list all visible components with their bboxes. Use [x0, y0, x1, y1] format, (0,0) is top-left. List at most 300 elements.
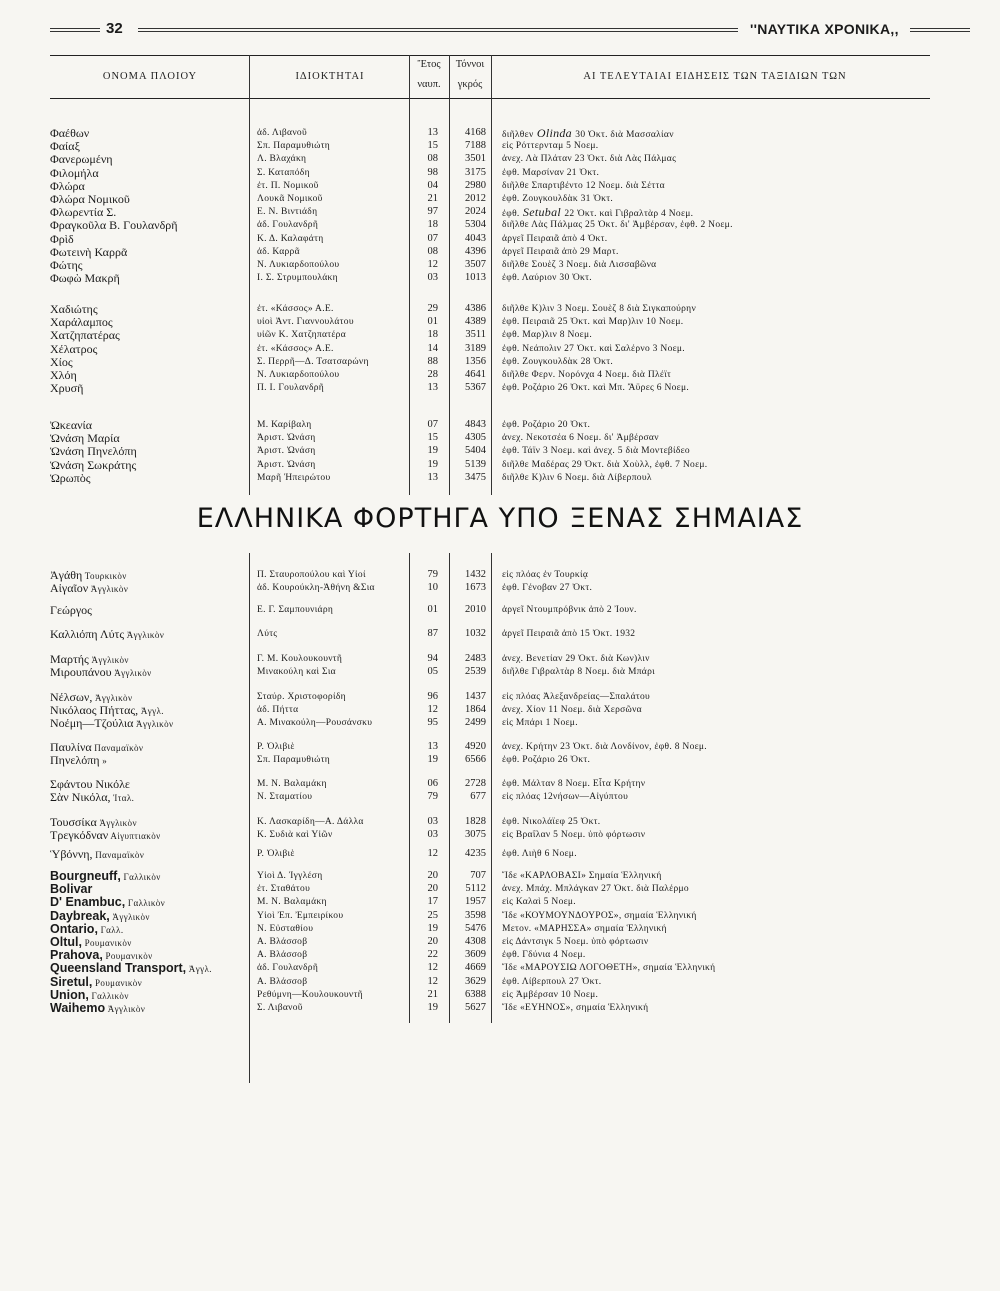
voyage-news: Μετον. «ΜΑΡΗΣΣΑ» σημαία Ἑλληνική: [502, 923, 667, 934]
ship-name: Φαίαξ: [50, 139, 80, 154]
ship-name: Ἀγάθη Τουρκικὸν: [50, 568, 127, 582]
ship-name: Ὑβόννη, Παναμαϊκὸν: [50, 847, 145, 861]
table-row: [0, 753, 1000, 767]
table-row: [0, 245, 1000, 259]
ship-owner: ἀδ. Πήττα: [257, 705, 299, 716]
ship-owner: Ἀριστ. Ὡνάση: [257, 433, 316, 444]
voyage-news: εἰς Δάντσιγκ 5 Νοεμ. ὑπὸ φόρτωσιν: [502, 937, 649, 947]
ship-name: Χίος: [50, 354, 73, 369]
gross-tons: 1032: [465, 628, 486, 639]
gross-tons: 5139: [465, 458, 486, 470]
build-year: 22: [427, 949, 438, 961]
build-year: 13: [427, 127, 438, 138]
ship-owner: Ν. Σταματίου: [257, 792, 313, 803]
ship-flag: Γαλλικὸν: [88, 990, 129, 1001]
gross-tons: 1673: [465, 582, 486, 594]
table-row: [0, 458, 1000, 472]
ship-owner: Λ. Βλαχάκη: [257, 154, 307, 165]
gross-tons: 677: [470, 791, 486, 803]
ship-name: Prahova, Ρουμανικὸν: [50, 948, 153, 963]
voyage-news: ἐφθ. Λαύριον 30 Ὀκτ.: [502, 273, 592, 284]
ship-name: Γεώργος: [50, 603, 92, 617]
ship-flag: Ἀγγλικὸν: [111, 668, 152, 679]
ship-owner: Γ. Μ. Κουλουκουντῆ: [257, 654, 343, 664]
build-year: 12: [427, 962, 438, 974]
build-year: 08: [427, 245, 438, 257]
voyage-news: διῆλθε Γιβραλτὰρ 8 Νοεμ. διὰ Μπάρι: [502, 667, 655, 678]
ship-owner: Ρ. Ὀλιβιὲ: [257, 742, 295, 752]
ship-name: Χλόη: [50, 368, 77, 382]
gross-tons: 1957: [465, 896, 486, 908]
build-year: 18: [427, 329, 438, 341]
ship-flag: Ἀγγλικὸν: [88, 655, 129, 665]
port-name-italic: Olinda: [533, 126, 576, 140]
col-header-news: ΑΙ ΤΕΛΕΥΤΑΙΑΙ ΕΙΔΗΣΕΙΣ ΤΩΝ ΤΑΞΙΔΙΩΝ ΤΩΝ: [583, 71, 847, 82]
build-year: 12: [427, 259, 438, 270]
ship-owner: υἱοὶ Ἀντ. Γιαννουλάτου: [257, 317, 354, 328]
voyage-news: ἀργεῖ Πειραιᾶ ἀπὸ 29 Μαρτ.: [502, 246, 619, 257]
ship-owner: Ν. Εὐσταθίου: [257, 923, 314, 934]
gross-tons: 2980: [465, 179, 486, 191]
voyage-news: Ἴδε «ΚΟΥΜΟΥΝΔΟΥΡΟΣ», σημαία Ἑλληνική: [502, 910, 697, 921]
ship-name: Φανερωμένη: [50, 152, 113, 167]
voyage-news: διῆλθε Σπαρτιβέντο 12 Νοεμ. διὰ Σέττα: [502, 180, 665, 191]
build-year: 10: [427, 582, 438, 594]
ship-name: Φλωρεντία Σ.: [50, 205, 117, 220]
ship-flag: Ἀγγλ.: [138, 706, 164, 717]
gross-tons: 4168: [465, 127, 486, 138]
ship-owner: ἀδ. Λιβανοῦ: [257, 128, 307, 138]
table-row: [0, 568, 1000, 582]
build-year: 15: [427, 432, 438, 444]
table-row: [0, 627, 1000, 641]
ship-owner: Ι. Σ. Στρυμπουλάκη: [257, 273, 338, 284]
gross-tons: 3507: [465, 259, 486, 270]
gross-tons: 3511: [465, 329, 486, 341]
gross-tons: 3175: [465, 166, 486, 178]
build-year: 07: [427, 232, 438, 244]
table-row: [0, 1001, 1000, 1015]
build-year: 08: [427, 153, 438, 165]
build-year: 12: [427, 848, 438, 859]
gross-tons: 3629: [465, 975, 486, 987]
voyage-news: εἰς Ρόττερνταμ 5 Νοεμ.: [502, 141, 599, 152]
voyage-news: ἀνεχ. Χίον 11 Νοεμ. διὰ Χερσῶνα: [502, 705, 642, 716]
table-row: [0, 471, 1000, 485]
ship-name: Φιλομήλα: [50, 165, 99, 180]
voyage-news: διῆλθε Κ)λιν 6 Νοεμ. διὰ Λίβερπουλ: [502, 472, 652, 483]
table-row: [0, 922, 1000, 936]
voyage-news: ἐφθ. Πειραιᾶ 25 Ὀκτ. καὶ Μαρ)λιν 10 Νοεμ.: [502, 317, 684, 328]
table-row: [0, 652, 1000, 666]
table-row: [0, 790, 1000, 804]
ship-name: Μαρτής Ἀγγλικὸν: [50, 652, 129, 666]
voyage-news: διῆλθε Κ)λιν 3 Νοεμ. Σουὲζ 8 διὰ Σιγκαπούρην: [502, 304, 697, 314]
voyage-news: ἐφθ. Μάλταν 8 Νοεμ. Εἶτα Κρήτην: [502, 779, 646, 789]
ship-owner: Σ. Καταπόδη: [257, 167, 310, 178]
table-row: [0, 716, 1000, 730]
ship-name: Ὡνάση Μαρία: [50, 431, 120, 446]
build-year: 01: [427, 604, 438, 615]
ship-name: Φραγκοῦλα Β. Γουλανδρῆ: [50, 218, 178, 233]
build-year: 19: [427, 754, 438, 766]
ship-name: Ὡνάση Πηνελόπη: [50, 444, 137, 459]
ship-name: Χέλατρος: [50, 341, 98, 356]
ship-owner: Μινακούλη καὶ Σια: [257, 667, 336, 678]
ship-flag: Ρουμανικὸν: [102, 951, 153, 962]
ship-owner: υἱῶν Κ. Χατζηπατέρα: [257, 330, 346, 341]
build-year: 14: [427, 342, 438, 354]
ship-name: Νικόλαος Πήττας, Ἀγγλ.: [50, 703, 164, 718]
col-header-owners: ΙΔΙΟΚΤΗΤΑΙ: [295, 71, 365, 82]
table-row: [0, 882, 1000, 896]
gross-tons: 4396: [465, 245, 486, 257]
ship-name: Queensland Transport, Ἀγγλ.: [50, 961, 212, 976]
ship-flag: Γαλλικὸν: [120, 872, 161, 882]
build-year: 21: [427, 193, 438, 204]
ship-owner: Σταύρ. Χριστοφορίδη: [257, 692, 346, 702]
gross-tons: 1356: [465, 355, 486, 367]
table-row: [0, 703, 1000, 717]
table-row: [0, 139, 1000, 153]
table-row: [0, 342, 1000, 356]
ship-name: Siretul, Ρουμανικὸν: [50, 974, 143, 989]
gross-tons: 3189: [465, 342, 486, 354]
ship-name: Τρεγκόδναν Αἰγυπτιακὸν: [50, 828, 161, 843]
table-row: [0, 935, 1000, 949]
build-year: 95: [427, 717, 438, 729]
ship-flag: Ἀγγλικὸν: [133, 719, 174, 730]
ship-owner: Μαρῆ Ἠπειρώτου: [257, 472, 331, 483]
table-row: [0, 152, 1000, 166]
table-row: [0, 258, 1000, 272]
table-row: [0, 192, 1000, 206]
table-row: [0, 126, 1000, 140]
ship-owner: Μ. Καρίβαλη: [257, 420, 312, 430]
ship-owner: Ρεθύμνη—Κουλουκουντῆ: [257, 989, 363, 1000]
ship-owner: Κ. Δ. Καλαφάτη: [257, 233, 324, 244]
ship-owner: Π. Ι. Γουλανδρῆ: [257, 383, 325, 394]
build-year: 87: [427, 628, 438, 639]
ship-owner: Ἀριστ. Ὡνάση: [257, 446, 316, 457]
voyage-news: ἐφθ. Λίβερπουλ 27 Ὀκτ.: [502, 976, 602, 987]
ship-name: Ὡνάση Σωκράτης: [50, 457, 137, 472]
gross-tons: 3075: [465, 829, 486, 841]
build-year: 05: [427, 666, 438, 678]
gross-tons: 5112: [465, 883, 486, 895]
ship-flag: Ἀγγλικὸν: [124, 630, 165, 640]
voyage-news: εἰς πλόας Ἀλεξανδρείας—Σπαλάτου: [502, 692, 651, 702]
ship-owner: Α. Βλάσσοβ: [257, 937, 308, 947]
voyage-news: ἐφθ. Ροζάριο 26 Ὀκτ. καὶ Μπ. Ἄϋρες 6 Νοεμ.: [502, 383, 690, 394]
build-year: 15: [427, 140, 438, 152]
ship-owner: Ρ. Ὀλιβιὲ: [257, 849, 295, 859]
gross-tons: 4389: [465, 316, 486, 328]
gross-tons: 5404: [465, 445, 486, 457]
ship-name: Waihemo Ἀγγλικὸν: [50, 1001, 146, 1015]
ship-owner: Ν. Λυκιαρδοπούλου: [257, 260, 340, 270]
build-year: 97: [427, 206, 438, 218]
ship-name: Φαέθων: [50, 126, 90, 140]
ship-flag: Γαλλ.: [97, 924, 124, 935]
build-year: 12: [427, 975, 438, 987]
ship-owner: ἀδ. Γουλανδρῆ: [257, 963, 319, 974]
build-year: 12: [427, 704, 438, 716]
voyage-news: εἰς πλόας ἐν Τουρκίᾳ: [502, 570, 589, 580]
build-year: 98: [427, 166, 438, 178]
ship-name: Χρυσῆ: [50, 381, 84, 396]
ship-owner: Υἱοὶ Δ. Ἰγγλέση: [257, 871, 323, 881]
table-row: [0, 988, 1000, 1002]
table-row: [0, 368, 1000, 382]
ship-name: Αἰγαῖον Ἀγγλικὸν: [50, 581, 129, 596]
voyage-news: ἐφθ. Ζουγκουλδὰκ 28 Ὀκτ.: [502, 356, 614, 367]
ship-name: Νέλσων, Ἀγγλικὸν: [50, 690, 133, 704]
ship-owner: Λύτς: [257, 629, 278, 639]
table-row: [0, 777, 1000, 791]
build-year: 19: [427, 445, 438, 457]
gross-tons: 2728: [465, 778, 486, 789]
ship-flag: Παναμαϊκὸν: [91, 743, 144, 753]
ship-flag: Ἀγγλικὸν: [88, 584, 129, 595]
voyage-news: ἐφθ. Ζουγκουλδὰκ 31 Ὀκτ.: [502, 194, 614, 204]
gross-tons: 4669: [465, 962, 486, 974]
ship-owner: Μ. Ν. Βαλαμάκη: [257, 897, 327, 908]
ship-flag: Ἀγγλικὸν: [109, 911, 150, 922]
table-row: [0, 828, 1000, 842]
build-year: 18: [427, 219, 438, 231]
build-year: 20: [427, 936, 438, 947]
ship-flag: Ἀγγλικὸν: [92, 693, 133, 703]
ship-flag: Ἀγγλικὸν: [105, 1004, 146, 1014]
ship-owner: ἐτ. «Κάσσος» Α.Ε.: [257, 343, 334, 354]
ship-name: Φλώρα Νομικοῦ: [50, 192, 130, 206]
ship-name: Bolivar: [50, 882, 93, 897]
gross-tons: 1432: [465, 569, 486, 580]
gross-tons: 5627: [465, 1002, 486, 1013]
table-row: [0, 665, 1000, 679]
voyage-news: ἀνεχ. Νεκοτσέα 6 Νοεμ. δι' Ἀμβέρσαν: [502, 433, 659, 444]
voyage-news: ἐφθ. Λιὴθ 6 Νοεμ.: [502, 849, 577, 859]
table-row: [0, 315, 1000, 329]
build-year: 28: [427, 369, 438, 380]
table-row: [0, 302, 1000, 316]
header-rule-right: [910, 28, 970, 32]
gross-tons: 4305: [465, 432, 486, 444]
gross-tons: 6566: [465, 754, 486, 766]
ship-owner: Ν. Λυκιαρδοπούλου: [257, 370, 340, 380]
ship-name: Bourgneuff, Γαλλικὸν: [50, 869, 161, 883]
ship-flag: Ρουμανικὸν: [81, 938, 132, 948]
ship-flag: Παναμαϊκὸν: [92, 850, 145, 860]
ship-name: Ὠκεανία: [50, 418, 93, 432]
ship-owner: Κ. Συδιὰ καὶ Υἱῶν: [257, 830, 333, 841]
col-header-year: Ἔτος: [417, 59, 441, 70]
ship-name: Σὰν Νικόλα, Ἰταλ.: [50, 790, 135, 805]
table-row: [0, 909, 1000, 923]
voyage-news: εἰς πλόας 12νήσων—Αἰγύπτου: [502, 792, 629, 803]
voyage-news: Ἴδε «ΚΑΡΛΟΒΑΣΙ» Σημαία Ἑλληνική: [502, 871, 662, 881]
gross-tons: 2539: [465, 666, 486, 678]
ship-owner: Ε. Γ. Σαμπουνιάρη: [257, 605, 334, 615]
table-row: [0, 328, 1000, 342]
ship-flag: Γαλλικὸν: [125, 898, 166, 909]
ship-flag: Αἰγυπτιακὸν: [108, 831, 161, 842]
build-year: 01: [427, 316, 438, 328]
voyage-news: διῆλθε Φερν. Νορόνχα 4 Νοεμ. διὰ Πλέϊτ: [502, 370, 672, 380]
ship-owner: Μ. Ν. Βαλαμάκη: [257, 779, 327, 789]
ship-name: Φώτης: [50, 258, 83, 272]
build-year: 13: [427, 741, 438, 752]
ship-owner: ἀδ. Καρρᾶ: [257, 246, 300, 257]
col-header-year-sub: ναυπ.: [417, 79, 441, 90]
voyage-news: εἰς Καλαὶ 5 Νοεμ.: [502, 897, 576, 908]
ship-owner: Α. Μινακούλη—Ρουσάνσκυ: [257, 718, 373, 729]
build-year: 88: [427, 355, 438, 367]
gross-tons: 3598: [465, 909, 486, 921]
gross-tons: 5476: [465, 922, 486, 934]
voyage-news: διῆλθε Μαδέρας 29 Ὀκτ. διὰ Χοὺλλ, ἐφθ. 7 Νοεμ.: [502, 459, 708, 470]
table-row: [0, 603, 1000, 617]
page-header: [50, 18, 970, 44]
gross-tons: 1437: [465, 691, 486, 702]
page-number: 32: [106, 20, 123, 37]
table-row: [0, 869, 1000, 883]
table-row: [0, 205, 1000, 219]
voyage-news: διῆλθε Σουὲζ 3 Νοεμ. διὰ Λισσαβῶνα: [502, 260, 657, 270]
voyage-news: ἐφθ. Νεάπολιν 27 Ὀκτ. καὶ Σαλέρνο 3 Νοεμ.: [502, 343, 685, 354]
voyage-news: ἀργεῖ Ντουμπρόβνικ ἀπὸ 2 Ἰουν.: [502, 605, 637, 615]
voyage-news: ἐφθ. Ροζάριο 26 Ὀκτ.: [502, 755, 591, 766]
voyage-news: ἀνεχ. Λὰ Πλάταν 23 Ὀκτ. διὰ Λὰς Πάλμας: [502, 154, 677, 165]
gross-tons: 2024: [465, 206, 486, 218]
header-rule-left: [50, 28, 100, 32]
voyage-news: ἐφθ. Μαρσίναν 21 Ὀκτ.: [502, 167, 600, 178]
ship-name: Σφάντου Νικόλε: [50, 777, 130, 791]
build-year: 13: [427, 382, 438, 394]
ship-owner: Π. Σταυροπούλου καὶ Υἱοί: [257, 570, 366, 580]
gross-tons: 1864: [465, 704, 486, 716]
ship-name: Χαράλαμπος: [50, 315, 113, 330]
table-row: [0, 232, 1000, 246]
ship-flag: Ἀγγλ.: [186, 964, 212, 975]
gross-tons: 4920: [465, 741, 486, 752]
ship-owner: Α. Βλάσσοβ: [257, 976, 308, 987]
table-header-rule: [50, 98, 930, 99]
voyage-news: ἐφθ. Ροζάριο 20 Ὀκτ.: [502, 420, 591, 430]
table-row: [0, 166, 1000, 180]
ship-owner: Σπ. Παραμυθιώτη: [257, 755, 331, 766]
table-row: [0, 355, 1000, 369]
build-year: 19: [427, 1002, 438, 1013]
build-year: 25: [427, 909, 438, 921]
ship-name: D' Enambuc, Γαλλικὸν: [50, 895, 166, 910]
ship-owner: Ε. Ν. Βιντιάδη: [257, 207, 318, 218]
ship-name: Νοέμη—Τζούλια Ἀγγλικὸν: [50, 716, 174, 731]
table-row: [0, 815, 1000, 829]
ship-owner: ἀδ. Κουρούκλη-Ἀθήνη &Σια: [257, 583, 375, 594]
gross-tons: 4641: [465, 369, 486, 380]
voyage-news: ἐφθ. Μαρ)λιν 8 Νοεμ.: [502, 330, 593, 341]
voyage-news: ἐφθ. Τάϊν 3 Νοεμ. καὶ ἀνεχ. 5 διὰ Μοντεβίδεο: [502, 446, 690, 457]
journal-title: ''ΝΑΥΤΙΚΑ ΧΡΟΝΙΚΑ,,: [750, 21, 899, 37]
build-year: 03: [427, 816, 438, 827]
ship-owner: ἐτ. Σταθάτου: [257, 884, 311, 895]
gross-tons: 4235: [465, 848, 486, 859]
gross-tons: 4843: [465, 419, 486, 430]
ship-owner: Σ. Λιβανοῦ: [257, 1003, 303, 1013]
gross-tons: 4386: [465, 303, 486, 314]
build-year: 07: [427, 419, 438, 430]
ship-name: Φρὶδ: [50, 231, 74, 246]
table-top-rule: [50, 55, 930, 56]
gross-tons: 2483: [465, 653, 486, 664]
ship-name: Φλώρα: [50, 178, 85, 193]
table-row: [0, 690, 1000, 704]
build-year: 21: [427, 988, 438, 1000]
ship-name: Χατζηπατέρας: [50, 328, 120, 343]
build-year: 94: [427, 653, 438, 664]
voyage-news: ἀνεχ. Βενετίαν 29 Ὀκτ. διὰ Κων)λιν: [502, 654, 650, 664]
table-row: [0, 740, 1000, 754]
ship-flag: Ἰταλ.: [110, 793, 135, 804]
voyage-news: ἀργεῖ Πειραιᾶ ἀπὸ 15 Ὀκτ. 1932: [502, 629, 636, 639]
ship-name: Μιρουπάνου Ἀγγλικὸν: [50, 665, 152, 680]
ship-name: Union, Γαλλικὸν: [50, 987, 129, 1002]
ship-owner: Κ. Λασκαρίδη—Α. Δάλλα: [257, 817, 364, 827]
voyage-news: ἐφθ. Νικολάϊεφ 25 Ὀκτ.: [502, 817, 601, 827]
build-year: 03: [427, 272, 438, 284]
table-row: [0, 975, 1000, 989]
gross-tons: 3475: [465, 471, 486, 483]
gross-tons: 5304: [465, 219, 486, 231]
ship-name: Φωφὼ Μακρῆ: [50, 271, 120, 286]
col-header-name: ΟΝΟΜΑ ΠΛΟΙΟΥ: [102, 71, 198, 82]
gross-tons: 2010: [465, 604, 486, 615]
gross-tons: 7188: [465, 140, 486, 152]
table-row: [0, 418, 1000, 432]
col-header-tons-sub: γκρός: [457, 79, 483, 90]
table-row: [0, 961, 1000, 975]
build-year: 17: [427, 896, 438, 908]
ship-owner: Σπ. Παραμυθιώτη: [257, 141, 331, 152]
table-row: [0, 895, 1000, 909]
build-year: 20: [427, 870, 438, 881]
ship-name: Τουσσίκα Ἀγγλικὸν: [50, 815, 137, 829]
build-year: 04: [427, 179, 438, 191]
ship-name: Φωτεινὴ Καρρᾶ: [50, 244, 128, 259]
build-year: 06: [427, 778, 438, 789]
ship-owner: Α. Βλάσσοβ: [257, 950, 308, 961]
table-row: [0, 847, 1000, 861]
gross-tons: 3501: [465, 153, 486, 165]
ship-flag: Ρουμανικὸν: [92, 977, 143, 988]
gross-tons: 5367: [465, 382, 486, 394]
table-row: [0, 271, 1000, 285]
voyage-news: ἐφθ. Setubal 22 Ὀκτ. καὶ Γιβραλτὰρ 4 Νοεμ.: [502, 205, 694, 220]
gross-tons: 6388: [465, 988, 486, 1000]
build-year: 96: [427, 691, 438, 702]
ship-name: Oltul, Ρουμανικὸν: [50, 935, 132, 949]
ship-name: Ὡρωπὸς: [50, 470, 91, 485]
voyage-news: ἐφθ. Γένοβαν 27 Ὀκτ.: [502, 583, 593, 594]
table-row: [0, 431, 1000, 445]
header-rule-middle: [138, 28, 738, 32]
build-year: 20: [427, 883, 438, 895]
ship-name: Παυλίνα Παναμαϊκὸν: [50, 740, 144, 754]
build-year: 03: [427, 829, 438, 841]
build-year: 79: [427, 791, 438, 803]
